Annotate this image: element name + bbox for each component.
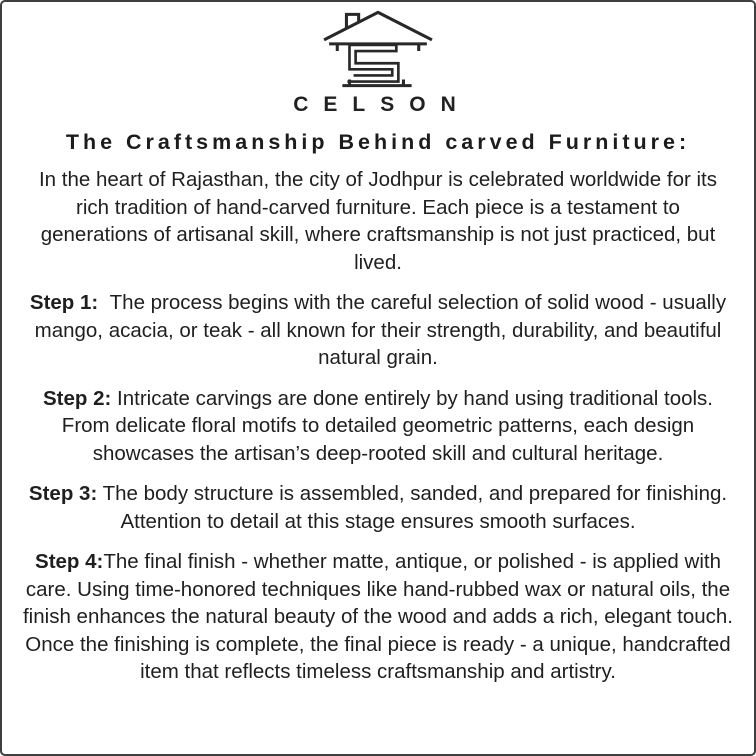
page-title: The Craftsmanship Behind carved Furniture: <box>65 130 691 154</box>
closing-paragraph <box>20 631 736 686</box>
step-1-text: The process begins with the careful selection of solid wood - usually mango, acacia, or teak - all known for their strength, durability, and beautiful natural grain. <box>34 291 727 369</box>
step-4-paragraph <box>20 548 736 631</box>
step-3-label: Step 3: <box>28 482 98 505</box>
roof-shape <box>324 12 432 39</box>
step-1-label: Step 1: <box>29 291 99 314</box>
step-4-label: Step 4: <box>35 550 104 573</box>
step-3-paragraph <box>20 480 736 535</box>
paragraph-text: In the heart of Rajasthan, the city of Jodhpur is celebrated worldwide for its rich tradition of hand-carved furniture. Each piece is a testament to generations of artisanal skill, where craftsmanship is not just practiced, but lived. <box>38 168 717 274</box>
brand-name: CELSON <box>293 93 471 116</box>
step-2-label: Step 2: <box>42 386 112 410</box>
step-3-text: The body structure is assembled, sanded, and prepared for finishing. Attention to detail at this stage ensures smooth surfaces. <box>97 482 728 533</box>
step-2-text: Intricate carvings are done entirely by hand using traditional tools. From delicate floral motifs to detailed geometric patterns, each design showcases the artisan’s deep-rooted skill and cultural heritage. <box>61 386 714 465</box>
step-2-paragraph <box>20 385 736 468</box>
description-text <box>2 166 754 686</box>
closing-text: Once the finishing is complete, the final piece is ready - a unique, handcrafted item that reflects timeless craftsmanship and artistry. <box>25 632 731 683</box>
step-1-paragraph <box>20 289 736 372</box>
brand-logo <box>2 8 754 90</box>
house-monogram-icon <box>322 8 434 90</box>
intro-paragraph <box>20 166 736 276</box>
step-4-text: The final finish - whether matte, antique, or polished - is applied with care. Using time-honored techniques like hand-rubbed wax or natural oils, the finish enhances the natural beauty of the wood and adds a rich, elegant touch. <box>22 550 734 628</box>
